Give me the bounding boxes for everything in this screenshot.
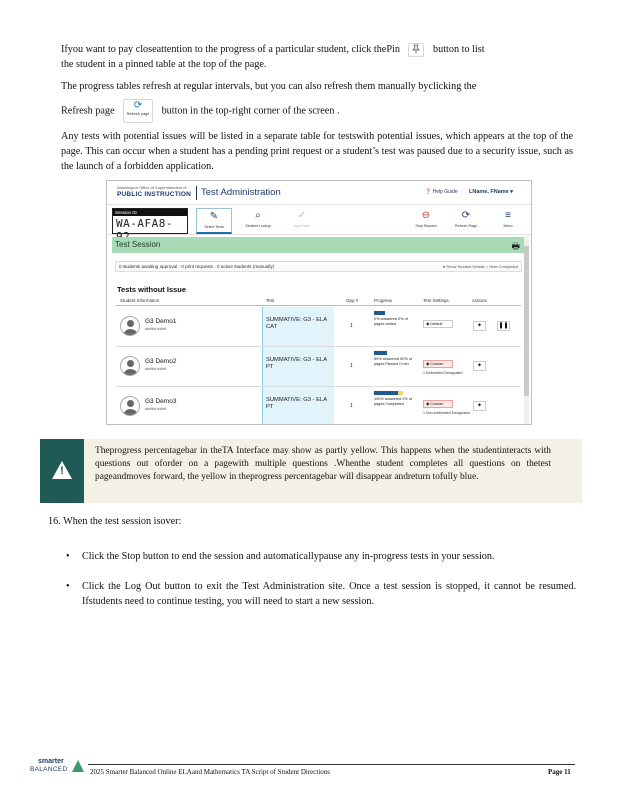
smarter-balanced-logo: smarter	[38, 758, 64, 765]
table-row	[116, 307, 521, 347]
pin-icon	[412, 44, 420, 54]
pin-text-line2: the student in a pinned table at the top of the page.	[61, 59, 267, 70]
refresh-paragraph	[61, 79, 573, 94]
progress-bar	[374, 351, 387, 355]
test-session-bar	[112, 237, 526, 253]
refresh-text-before: Refresh page	[61, 105, 115, 117]
warning-icon: !	[40, 439, 84, 503]
opp-number: 1	[350, 363, 353, 369]
view-options[interactable]: ● Show Student Details ○ Hide Completed	[442, 264, 518, 269]
table-row	[116, 387, 521, 425]
col-progress[interactable]: Progress	[374, 298, 393, 303]
student-name: G3 Demo3	[145, 398, 177, 405]
smarter-balanced-logo-sub: BALANCED	[30, 766, 68, 773]
ta-site-screenshot	[106, 180, 532, 425]
session-summary-text: 0 students awaiting approval · 0 print requests · 0 active students (manually)	[119, 264, 275, 269]
ta-header	[107, 181, 531, 205]
avatar	[120, 396, 140, 416]
list-item	[66, 549, 576, 564]
student-id: ##### ####	[145, 406, 167, 411]
tests-without-issue-heading: Tests without Issue	[117, 285, 187, 294]
step-16-heading: 16. When the test session isover:	[48, 516, 182, 527]
progress-bar	[374, 311, 385, 315]
footer-divider	[88, 764, 575, 765]
pin-icon: ✦	[476, 363, 483, 369]
select-tests-button[interactable]: ✎ Select Tests	[196, 208, 232, 234]
col-student[interactable]: Student Information	[120, 298, 160, 303]
issues-paragraph: Any tests with potential issues will be listed in a separate table for testswith potential issues, which appears at the top of the page. This can occur when a student has a pending print request or a student’s test was paused due to a security issue, such as the launch of a forbidden application.	[61, 131, 573, 172]
list-item	[66, 579, 576, 609]
refresh-icon: ⟳	[133, 100, 143, 111]
search-icon: ⌕	[255, 210, 261, 221]
session-summary-row	[115, 261, 522, 272]
agency-small-text: Washington Office of Superintendent of	[117, 185, 187, 190]
avatar	[120, 356, 140, 376]
col-test[interactable]: Test	[266, 298, 275, 303]
session-id-label: Session ID	[113, 209, 187, 216]
refresh-page-button[interactable]	[123, 99, 153, 123]
student-name: G3 Demo2	[145, 358, 177, 365]
settings-note: 1 Embedded Designated	[423, 371, 463, 375]
bullet-dot: •	[66, 581, 70, 592]
pin-button[interactable]	[473, 321, 486, 331]
footer-title: 2025 Smarter Balanced Online ELAand Mathematics TA Script of Student Directions	[90, 768, 330, 776]
pin-button[interactable]	[408, 43, 424, 57]
opp-number: 1	[350, 323, 353, 329]
note-callout	[40, 439, 582, 503]
logo-mark-icon	[72, 760, 84, 772]
student-id: ##### ####	[145, 326, 167, 331]
progress-bar	[374, 391, 398, 395]
table-header	[116, 297, 521, 306]
pin-icon: ✦	[476, 323, 483, 329]
menu-icon: ≡	[505, 210, 511, 221]
progress-text: 59% answered 50% of pages Paused 0 min	[374, 357, 412, 366]
progress-text: 100% answered 0% of pages Completed	[374, 397, 412, 406]
col-opp[interactable]: Opp #	[346, 298, 359, 303]
approvals-button[interactable]: ✓ Approvals	[284, 208, 320, 234]
student-lookup-button[interactable]: ⌕ Student Lookup	[240, 208, 276, 234]
pin-icon: ✦	[476, 403, 483, 409]
bullet-dot: •	[66, 551, 70, 562]
callout-text: Theprogress percentagebar in theTA Interface may show as partly yellow. This happens when the studentinteracts with questions out oforder on a pagewith multiple questions .Whenthe student completes all questions on thetest pageandmoves forward, the yellow in theprogress percentagebar will disappear andreturn tofully blue.	[95, 446, 551, 482]
test-name: SUMMATIVE: G3 - ELA CAT	[262, 307, 334, 346]
approvals-icon: ✓	[297, 210, 307, 221]
session-id: WA-AFA8-	[116, 217, 173, 230]
eye-icon: ◉	[426, 402, 430, 406]
logo-divider	[196, 186, 197, 200]
progress-text: 0% answered 0% of pages visited	[374, 317, 408, 326]
scrollbar[interactable]	[524, 236, 529, 424]
stop-icon: ⊖	[421, 210, 431, 221]
test-session-title: Test Session	[115, 240, 161, 249]
test-settings-button[interactable]: ◉ Custom	[423, 400, 453, 408]
pin-paragraph	[61, 42, 573, 72]
refresh-page-toolbar-button[interactable]: ⟳ Refresh Page	[448, 208, 484, 234]
avatar	[120, 316, 140, 336]
refresh-text-after: button in the top-right corner of the screen .	[161, 105, 340, 117]
pencil-icon: ✎	[209, 211, 219, 222]
app-title: Test Administration	[201, 187, 281, 198]
stop-session-button[interactable]: ⊖ Stop Session	[408, 208, 444, 234]
print-icon[interactable]: 🖶	[511, 241, 520, 251]
table-row	[116, 347, 521, 387]
eye-icon: ◉	[426, 362, 430, 366]
help-guide-link[interactable]: ❓ Help Guide	[425, 189, 458, 195]
progress-bar-yellow	[398, 391, 402, 395]
pin-button[interactable]	[473, 401, 486, 411]
col-actions: Actions	[472, 298, 487, 303]
opp-number: 1	[350, 403, 353, 409]
refresh-icon: ⟳	[461, 210, 471, 221]
test-settings-button[interactable]: ◉ Custom	[423, 360, 453, 368]
test-name: SUMMATIVE: G3 - ELA PT	[262, 347, 334, 386]
pin-text-before: Ifyou want to pay closeattention to the progress of a particular student, click thePin	[61, 44, 400, 55]
session-id-box	[112, 208, 188, 234]
student-id: ##### ####	[145, 366, 167, 371]
test-settings-button[interactable]: ◉ Default	[423, 320, 453, 328]
user-menu[interactable]: LName, FName ▾	[469, 189, 514, 195]
test-name: SUMMATIVE: G3 - ELA PT	[262, 387, 334, 425]
refresh-text-line1: The progress tables refresh at regular intervals, but you can also refresh them manually byclicking the	[61, 81, 477, 92]
page-number: Page 11	[548, 768, 571, 776]
eye-icon: ◉	[426, 322, 430, 326]
pin-button[interactable]	[473, 361, 486, 371]
refresh-paragraph-line2	[61, 99, 573, 123]
student-name: G3 Demo1	[145, 318, 177, 325]
refresh-page-label: Refresh page	[126, 112, 150, 116]
ta-toolbar	[107, 206, 531, 235]
menu-button[interactable]: ≡ Menu	[490, 208, 526, 234]
pause-icon: ❚❚	[498, 323, 509, 329]
help-icon: ❓	[425, 189, 432, 195]
pause-button[interactable]	[497, 321, 510, 331]
bullet-text: Click the Log Out button to exit the Test Administration site. Once a test session is stopped, it cannot be resumed. Ifstudents need to continue testing, you will need to start a new session.	[82, 581, 576, 607]
bullet-text: Click the Stop button to end the session and automaticallypause any in-progress tests in your session.	[82, 551, 495, 562]
pin-text-after: button to list	[433, 44, 485, 55]
agency-logo: PUBLIC INSTRUCTION	[117, 191, 192, 198]
col-settings[interactable]: Test Settings	[423, 298, 449, 303]
settings-note: 1 Non-embedded Designated	[423, 411, 470, 415]
